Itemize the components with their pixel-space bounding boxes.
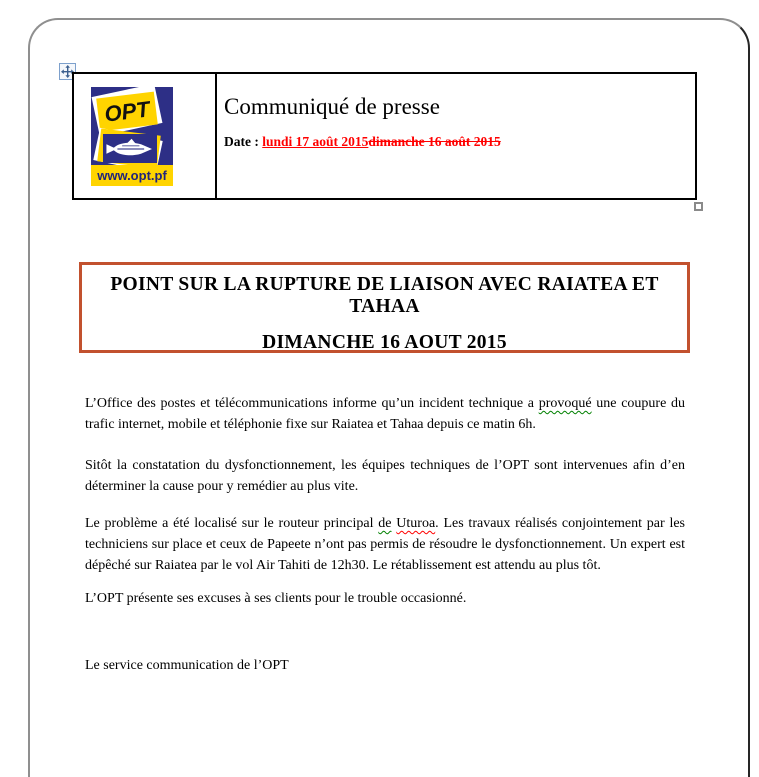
fish-icon — [103, 134, 157, 163]
press-release-title: Communiqué de presse — [224, 94, 440, 119]
body-paragraph-4: L’OPT présente ses excuses à ses clients pour le trouble occasionné. — [85, 591, 467, 606]
grammar-check-word: provoqué — [538, 396, 592, 411]
paragraph-text: une coupure du trafic internet, mobile et téléphonie fixe sur Raiatea et Tahaa depuis ce matin 6h. — [85, 396, 685, 432]
logo-brand-text: OPT — [102, 95, 151, 127]
body-paragraph-3 — [85, 513, 685, 576]
document-body[interactable] — [85, 393, 685, 676]
date-label: Date : — [224, 134, 259, 149]
paragraph-text: Le problème a été localisé sur le routeur principal — [85, 516, 379, 531]
headline-text: POINT SUR LA RUPTURE DE LIAISON AVEC RAIATEA ET TAHAA — [110, 274, 659, 317]
table-cell-divider — [215, 74, 217, 198]
date-inserted-text: lundi 17 août 2015 — [262, 134, 369, 149]
logo-website-strip — [91, 165, 173, 186]
press-release-header-table — [72, 72, 697, 200]
paragraph-text: L’Office des postes et télécommunications informe qu’un incident technique a — [85, 396, 539, 411]
date-deleted-text: dimanche 16 août 2015 — [368, 134, 501, 149]
table-resize-handle[interactable] — [694, 202, 703, 211]
body-paragraph-1 — [85, 393, 685, 435]
logo-opt-card — [96, 92, 158, 132]
body-paragraph-2: Sitôt la constatation du dysfonctionnement, les équipes techniques de l’OPT sont intervenues afin d’en déterminer la cause pour y remédier au plus vite. — [85, 458, 685, 494]
opt-logo — [91, 87, 173, 186]
date-line — [224, 134, 687, 150]
paragraph-text: . Les travaux réalisés conjointement par les techniciens sur place et ceux de Papeete n’ont pas permis de résoudre le dysfonctionnement. Un expert est dépêché sur Raiatea par le vol Air Tahiti de 12h30. Le rétablissement est attendu au plus tôt. — [85, 516, 685, 573]
signature-line: Le service communication de l’OPT — [85, 658, 289, 673]
grammar-check-word: de — [378, 516, 392, 531]
headline-date: DIMANCHE 16 AOUT 2015 — [262, 332, 507, 353]
logo-website: www.opt.pf — [97, 168, 167, 183]
spellcheck-word: Uturoa — [396, 516, 436, 531]
headline-box — [79, 262, 690, 353]
header-text-cell[interactable] — [224, 94, 687, 150]
